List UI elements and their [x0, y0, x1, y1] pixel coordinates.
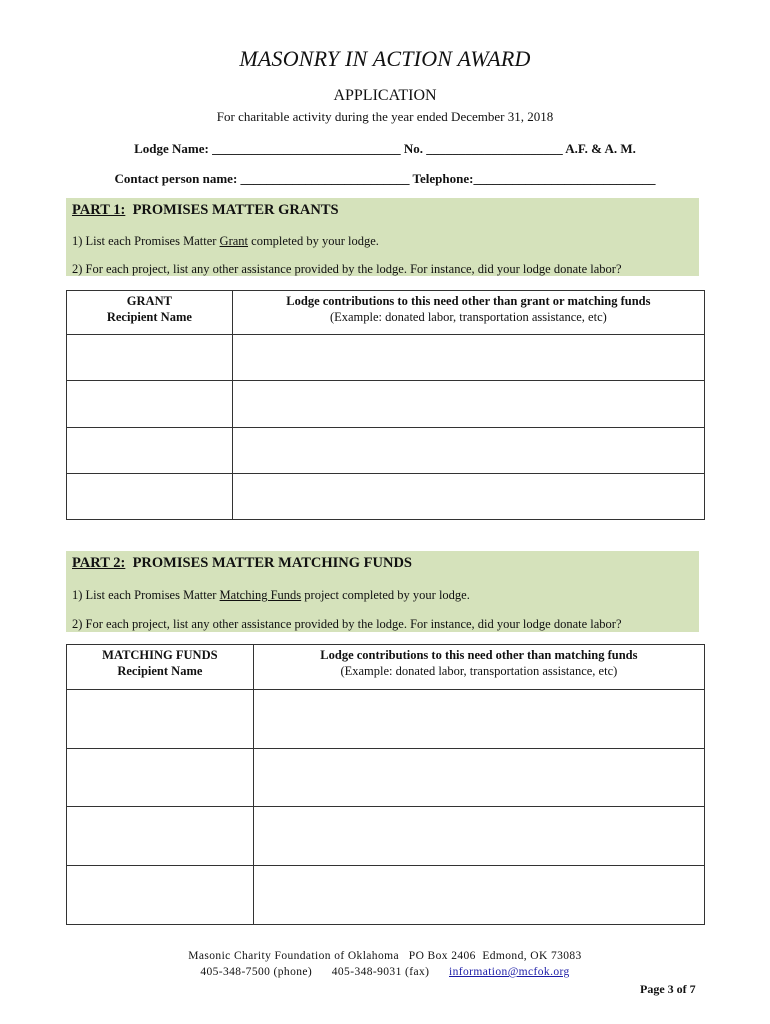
part2-title: PROMISES MATTER MATCHING FUNDS — [125, 555, 412, 571]
document-subtitle: APPLICATION — [333, 87, 437, 104]
footer-organization: Masonic Charity Foundation of Oklahoma PO Box 2406 Edmond, OK 73083 — [188, 950, 582, 962]
footer-phone: 405-348-7500 (phone) 405-348-9031 (fax) — [200, 966, 449, 978]
recipient-cell[interactable] — [67, 335, 233, 381]
part1-line1-underlined: Grant — [219, 234, 249, 248]
part1-title: PROMISES MATTER GRANTS — [125, 202, 339, 218]
page-number: Page 3 of 7 — [640, 982, 696, 996]
footer-email-link[interactable]: information@mcfok.org — [449, 966, 570, 978]
part2-line1-pre: 1) List each Promises Matter — [72, 588, 220, 602]
contribution-cell[interactable] — [232, 428, 704, 474]
recipient-cell[interactable] — [67, 381, 233, 428]
contribution-cell[interactable] — [253, 690, 704, 749]
table-row — [67, 866, 705, 925]
grant-contribution-header — [232, 291, 704, 335]
activity-period: For charitable activity during the year ended December 31, 2018 — [216, 109, 554, 124]
header-subtext: (Example: donated labor, transportation assistance, etc) — [329, 310, 607, 324]
part1-label: PART 1: — [72, 202, 126, 218]
table-row — [67, 381, 705, 428]
part2-instruction-2: 2) For each project, list any other assistance provided by the lodge. For instance, did your lodge donate labor? — [72, 617, 622, 631]
recipient-cell[interactable] — [67, 749, 254, 807]
part2-heading — [72, 555, 412, 572]
matching-contribution-header — [253, 645, 704, 690]
contribution-cell[interactable] — [232, 381, 704, 428]
part1-line1-pre: 1) List each Promises Matter — [72, 234, 220, 248]
matching-recipient-header — [67, 645, 254, 690]
part2-line1-underlined: Matching Funds — [219, 588, 302, 602]
part1-instruction-2: 2) For each project, list any other assistance provided by the lodge. For instance, did your lodge donate labor? — [72, 262, 622, 276]
header-text: GRANT — [126, 294, 172, 308]
header-text: MATCHING FUNDS — [102, 648, 218, 662]
table-row — [67, 474, 705, 520]
recipient-cell[interactable] — [67, 807, 254, 866]
recipient-cell[interactable] — [67, 428, 233, 474]
recipient-cell[interactable] — [67, 474, 233, 520]
recipient-cell[interactable] — [67, 690, 254, 749]
part2-instruction-1 — [72, 588, 470, 603]
table-header-row — [67, 645, 705, 690]
matching-funds-table — [66, 644, 705, 925]
header-text: Recipient Name — [106, 310, 192, 324]
part1-section — [66, 198, 699, 276]
header-text: Lodge contributions to this need other than matching funds — [320, 648, 638, 662]
footer-contact — [0, 966, 770, 978]
table-row — [67, 690, 705, 749]
table-row — [67, 335, 705, 381]
recipient-cell[interactable] — [67, 866, 254, 925]
contribution-cell[interactable] — [232, 474, 704, 520]
header-text: Lodge contributions to this need other than grant or matching funds — [286, 294, 651, 308]
part2-section — [66, 551, 699, 632]
header-text: Recipient Name — [117, 664, 203, 678]
header-subtext: (Example: donated labor, transportation assistance, etc) — [340, 664, 618, 678]
table-row — [67, 807, 705, 866]
table-row — [67, 749, 705, 807]
grant-recipient-header — [67, 291, 233, 335]
lodge-name-field-line[interactable]: Lodge Name: _____________________________ No. _____________________ A.F. & A. M. — [134, 141, 636, 156]
part1-instruction-1 — [72, 234, 379, 249]
table-row — [67, 428, 705, 474]
contribution-cell[interactable] — [253, 866, 704, 925]
table-header-row — [67, 291, 705, 335]
grant-table — [66, 290, 705, 520]
part2-line1-post: project completed by your lodge. — [301, 588, 470, 602]
part1-line1-post: completed by your lodge. — [248, 234, 379, 248]
document-title: MASONRY IN ACTION AWARD — [239, 46, 531, 71]
part1-heading — [72, 202, 339, 219]
contribution-cell[interactable] — [232, 335, 704, 381]
contribution-cell[interactable] — [253, 749, 704, 807]
contact-field-line[interactable]: Contact person name: __________________________ Telephone:____________________________ — [114, 171, 656, 186]
part2-label: PART 2: — [72, 555, 126, 571]
contribution-cell[interactable] — [253, 807, 704, 866]
